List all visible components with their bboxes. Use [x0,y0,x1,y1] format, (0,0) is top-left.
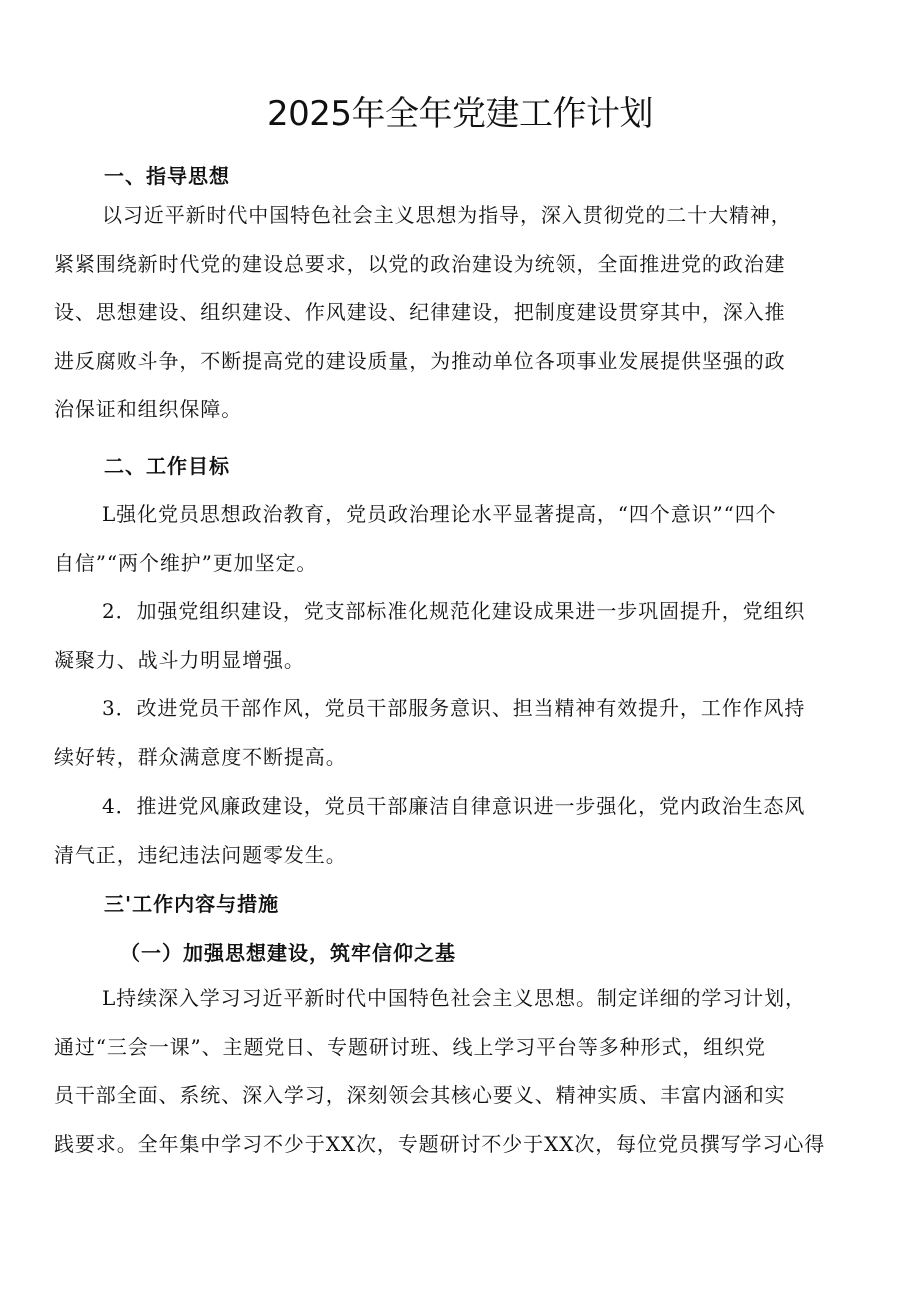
text-line: 清气正，违纪违法问题零发生。 [54,842,347,867]
text-line: 4．推进党风廉政建设，党员干部廉洁自律意识进一步强化，党内政治生态风 [102,794,806,818]
text-line: 设、思想建设、组织建设、作风建设、纪律建设，把制度建设贯穿其中，深入推 [54,300,786,324]
section-heading-work-goals: 二、工作目标 [104,454,230,478]
text-line: 3．改进党员干部作风，党员干部服务意识、担当精神有效提升，工作作风持 [102,696,806,720]
goal-item-4 [54,782,882,879]
text-line: 紧紧围绕新时代党的建设总要求，以党的政治建设为统领，全面推进党的政治建 [54,251,786,276]
text-line: 凝聚力、战斗力明显增强。 [54,647,305,672]
text-line: 践要求。全年集中学习不少于XX次，专题研讨不少于XX次，每位党员撰写学习心得 [54,1131,826,1156]
text-line: 以习近平新时代中国特色社会主义思想为指导，深入贯彻党的二十大精神， [102,203,792,227]
goal-item-3 [54,684,882,781]
goal-item-2 [54,587,882,684]
text-line: 通过“三会一课”、主题党日、专题研讨班、线上学习平台等多种形式，组织党 [54,1034,766,1059]
text-line: L持续深入学习习近平新时代中国特色社会主义思想。制定详细的学习计划， [102,986,806,1010]
text-line: 2．加强党组织建设，党支部标准化规范化建设成果进一步巩固提升，党组织 [102,599,806,623]
document-title: 2025年全年党建工作计划 [266,94,654,134]
text-line: 续好转，群众满意度不断提高。 [54,744,347,769]
section-heading-work-content: 三'工作内容与措施 [104,892,280,916]
text-line: 进反腐败斗争，不断提高党的建设质量，为推动单位各项事业发展提供坚强的政 [54,348,786,373]
text-line: 员干部全面、系统、深入学习，深刻领会其核心要义、精神实质、丰富内涵和实 [54,1083,786,1107]
section-heading-guiding-ideology: 一、指导思想 [104,164,230,188]
text-line: 自信”“两个维护”更加坚定。 [54,550,318,575]
paragraph-guiding-ideology [54,191,882,434]
text-line: L强化党员思想政治教育，党员政治理论水平显著提高，“四个意识”“四个 [102,502,777,526]
text-line: 治保证和组织保障。 [54,397,243,421]
paragraph-study-plan [54,974,882,1168]
subsection-heading-ideological-building: （一）加强思想建设，筑牢信仰之基 [120,941,456,965]
goal-item-1 [54,490,882,587]
